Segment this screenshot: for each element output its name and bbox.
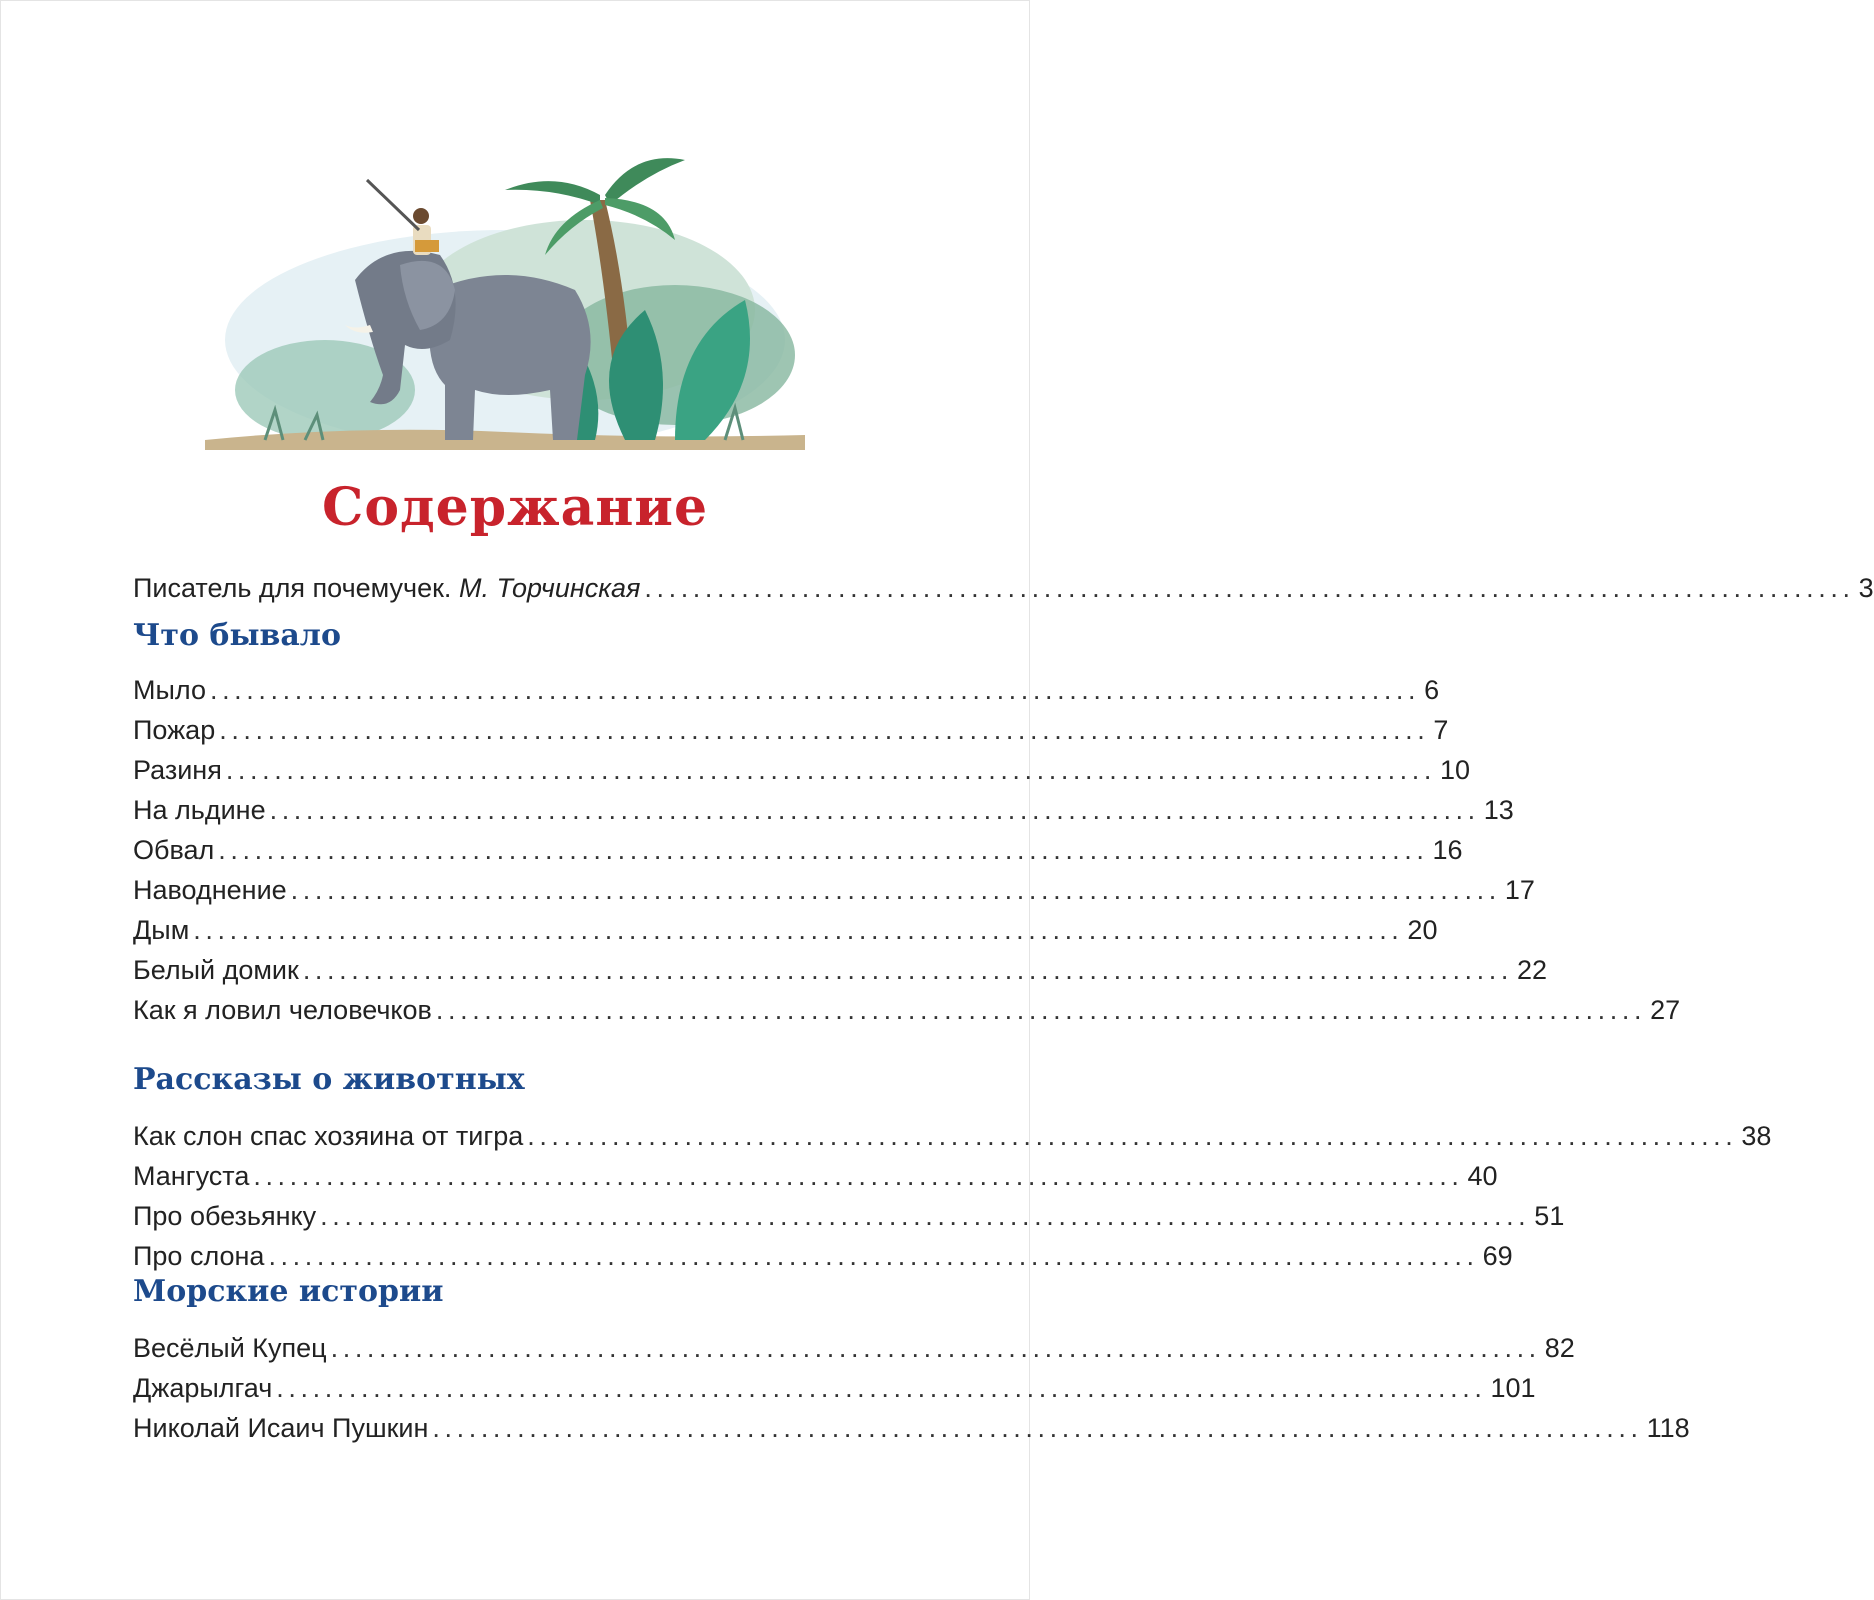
entry-author: М. Торчинская — [458, 573, 641, 603]
leader-dots: .................................................................................................... — [302, 955, 1513, 985]
leader-dots: .................................................................................................... — [268, 1241, 1479, 1271]
entry-page: 10 — [1439, 755, 1471, 785]
entry-title: Про слона — [133, 1241, 265, 1271]
entry-title: Белый домик — [133, 955, 299, 985]
toc-entry[interactable] — [133, 1236, 1513, 1276]
toc-entry[interactable] — [133, 1368, 1536, 1408]
entry-page: 101 — [1490, 1373, 1536, 1403]
toc-intro — [133, 568, 1874, 608]
entry-title: Наводнение — [133, 875, 287, 905]
leader-dots: .................................................................................................... — [527, 1121, 1738, 1151]
toc-section-3 — [133, 1328, 1690, 1448]
toc-section-1 — [133, 670, 1681, 1030]
entry-title: Как слон спас хозяина от тигра — [133, 1121, 524, 1151]
entry-page: 16 — [1432, 835, 1463, 865]
entry-page: 7 — [1433, 715, 1449, 745]
elephant-illustration — [205, 140, 805, 460]
leader-dots: .................................................................................................... — [320, 1201, 1531, 1231]
entry-page: 69 — [1482, 1241, 1513, 1271]
leader-dots: .................................................................................................... — [269, 795, 1480, 825]
toc-entry[interactable] — [133, 1328, 1575, 1368]
leader-dots: .................................................................................................... — [644, 573, 1855, 603]
leader-dots: .................................................................................................... — [253, 1161, 1464, 1191]
entry-title: Джарылгач — [133, 1373, 273, 1403]
entry-page: 3 — [1858, 573, 1874, 603]
toc-entry[interactable] — [133, 1196, 1565, 1236]
leader-dots: .................................................................................................... — [209, 675, 1421, 705]
entry-page: 13 — [1483, 795, 1514, 825]
toc-entry[interactable] — [133, 910, 1438, 950]
page-title: Содержание — [321, 477, 709, 538]
toc-entry[interactable] — [133, 1156, 1498, 1196]
entry-page: 38 — [1741, 1121, 1772, 1151]
toc-entry[interactable] — [133, 1116, 1772, 1156]
toc-section-2 — [133, 1116, 1772, 1276]
section-heading-chto-byvalo: Что бывало — [133, 618, 341, 653]
section-heading-rasskazy-o-zhivotnykh: Рассказы о животных — [133, 1062, 525, 1097]
leader-dots: .................................................................................................... — [330, 1333, 1541, 1363]
entry-title: Разиня — [133, 755, 222, 785]
leader-dots: .................................................................................................... — [276, 1373, 1487, 1403]
toc-entry[interactable] — [133, 830, 1463, 870]
entry-title: Пожар — [133, 715, 216, 745]
entry-title: Мыло — [133, 675, 206, 705]
leader-dots: .................................................................................................... — [225, 755, 1436, 785]
entry-title: Писатель для почемучек. М. Торчинская — [133, 573, 641, 603]
section-heading-morskie-istorii: Морские истории — [133, 1274, 444, 1309]
toc-entry[interactable] — [133, 950, 1548, 990]
entry-page: 51 — [1534, 1201, 1565, 1231]
entry-page: 22 — [1516, 955, 1548, 985]
leader-dots: .................................................................................................... — [219, 715, 1430, 745]
entry-title: На льдине — [133, 795, 266, 825]
toc-entry[interactable] — [133, 568, 1874, 608]
entry-page: 118 — [1646, 1413, 1690, 1443]
entry-title: Мангуста — [133, 1161, 250, 1191]
leader-dots: .................................................................................................... — [432, 1413, 1643, 1443]
toc-entry[interactable] — [133, 790, 1514, 830]
entry-title: Про обезьянку — [133, 1201, 317, 1231]
toc-entry[interactable] — [133, 1408, 1690, 1448]
entry-title: Николай Исаич Пушкин — [133, 1413, 429, 1443]
entry-title: Весёлый Купец — [133, 1333, 327, 1363]
toc-entry[interactable] — [133, 990, 1681, 1030]
entry-page: 27 — [1650, 995, 1681, 1025]
leader-dots: .................................................................................................... — [193, 915, 1404, 945]
entry-page: 6 — [1424, 675, 1440, 705]
entry-page: 20 — [1407, 915, 1438, 945]
entry-page: 17 — [1504, 875, 1535, 905]
toc-entry[interactable] — [133, 670, 1440, 710]
entry-title: Дым — [133, 915, 190, 945]
entry-title: Обвал — [133, 835, 215, 865]
toc-entry[interactable] — [133, 750, 1471, 790]
entry-title: Как я ловил человечков — [133, 995, 432, 1025]
leader-dots: .................................................................................................... — [435, 995, 1647, 1025]
entry-page: 40 — [1467, 1161, 1498, 1191]
toc-entry[interactable] — [133, 870, 1535, 910]
leader-dots: .................................................................................................... — [218, 835, 1429, 865]
entry-page: 82 — [1544, 1333, 1575, 1363]
toc-entry[interactable] — [133, 710, 1449, 750]
leader-dots: .................................................................................................... — [290, 875, 1501, 905]
